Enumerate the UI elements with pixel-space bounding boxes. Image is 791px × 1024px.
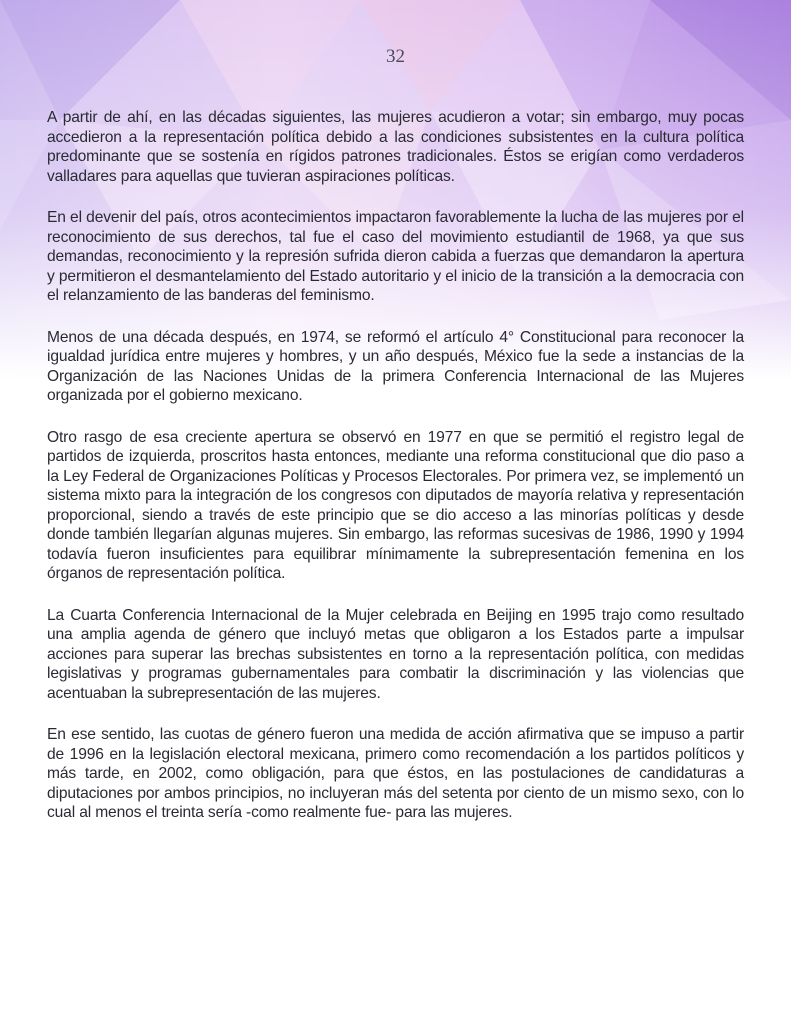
paragraph: La Cuarta Conferencia Internacional de la Mujer celebrada en Beijing en 1995 trajo como resultado una amplia agenda de género que incluyó metas que obligaron a los Estados parte a impulsar acciones para superar las brechas subsistentes en torno a la representación política, con medidas legislativas y programas gubernamentales para combatir la discriminación y las violencias que acentuaban la subrepresentación de las mujeres. bbox=[47, 606, 744, 702]
paragraph: En el devenir del país, otros acontecimientos impactaron favorablemente la lucha de las mujeres por el reconocimiento de sus derechos, tal fue el caso del movimiento estudiantil de 1968, ya que sus demandas, reconocimiento y la represión sufrida dieron cabida a fuerzas que demandaron la apertura y permitieron el desmantelamiento del Estado autoritario y el inicio de la transición a la democracia con el relanzamiento de las banderas del feminismo. bbox=[47, 209, 744, 304]
paragraph: A partir de ahí, en las décadas siguientes, las mujeres acudieron a votar; sin embargo, muy pocas accedieron a la representación política debido a las condiciones subsistentes en la cultura política predominante que se sostenía en rígidos patrones tradicionales. Éstos se erigían como verdaderos valladares para aquellas que tuvieran aspiraciones políticas. bbox=[47, 109, 744, 185]
paragraph: En ese sentido, las cuotas de género fueron una medida de acción afirmativa que se impuso a partir de 1996 en la legislación electoral mexicana, primero como recomendación a los partidos políticos y más tarde, en 2002, como obligación, para que éstos, en las postulaciones de candidaturas a diputaciones por ambos principios, no incluyeran más del setenta por ciento de un mismo sexo, con lo cual al menos el treinta sería -como realmente fue- para las mujeres. bbox=[47, 726, 744, 821]
paragraph: Menos de una década después, en 1974, se reformó el artículo 4° Constitucional para reconocer la igualdad jurídica entre mujeres y hombres, y un año después, México fue la sede a instancias de la Organización de las Naciones Unidas de la primera Conferencia Internacional de las Mujeres organizada por el gobierno mexicano. bbox=[47, 328, 744, 404]
page-number: 32 bbox=[386, 46, 405, 67]
body-text bbox=[47, 108, 744, 845]
paragraph: Otro rasgo de esa creciente apertura se observó en 1977 en que se permitió el registro legal de partidos de izquierda, proscritos hasta entonces, mediante una reforma constitucional que dio paso a la Ley Federal de Organizaciones Políticas y Procesos Electorales. Por primera vez, se implementó un sistema mixto para la integración de los congresos con diputados de mayoría relativa y representación proporcional, siendo a través de este principio que se dio acceso a las minorías políticas y desde donde también llegarían algunas mujeres. Sin embargo, las reformas sucesivas de 1986, 1990 y 1994 todavía fueron insuficientes para equilibrar mínimamente la subrepresentación femenina en los órganos de representación política. bbox=[47, 428, 744, 582]
